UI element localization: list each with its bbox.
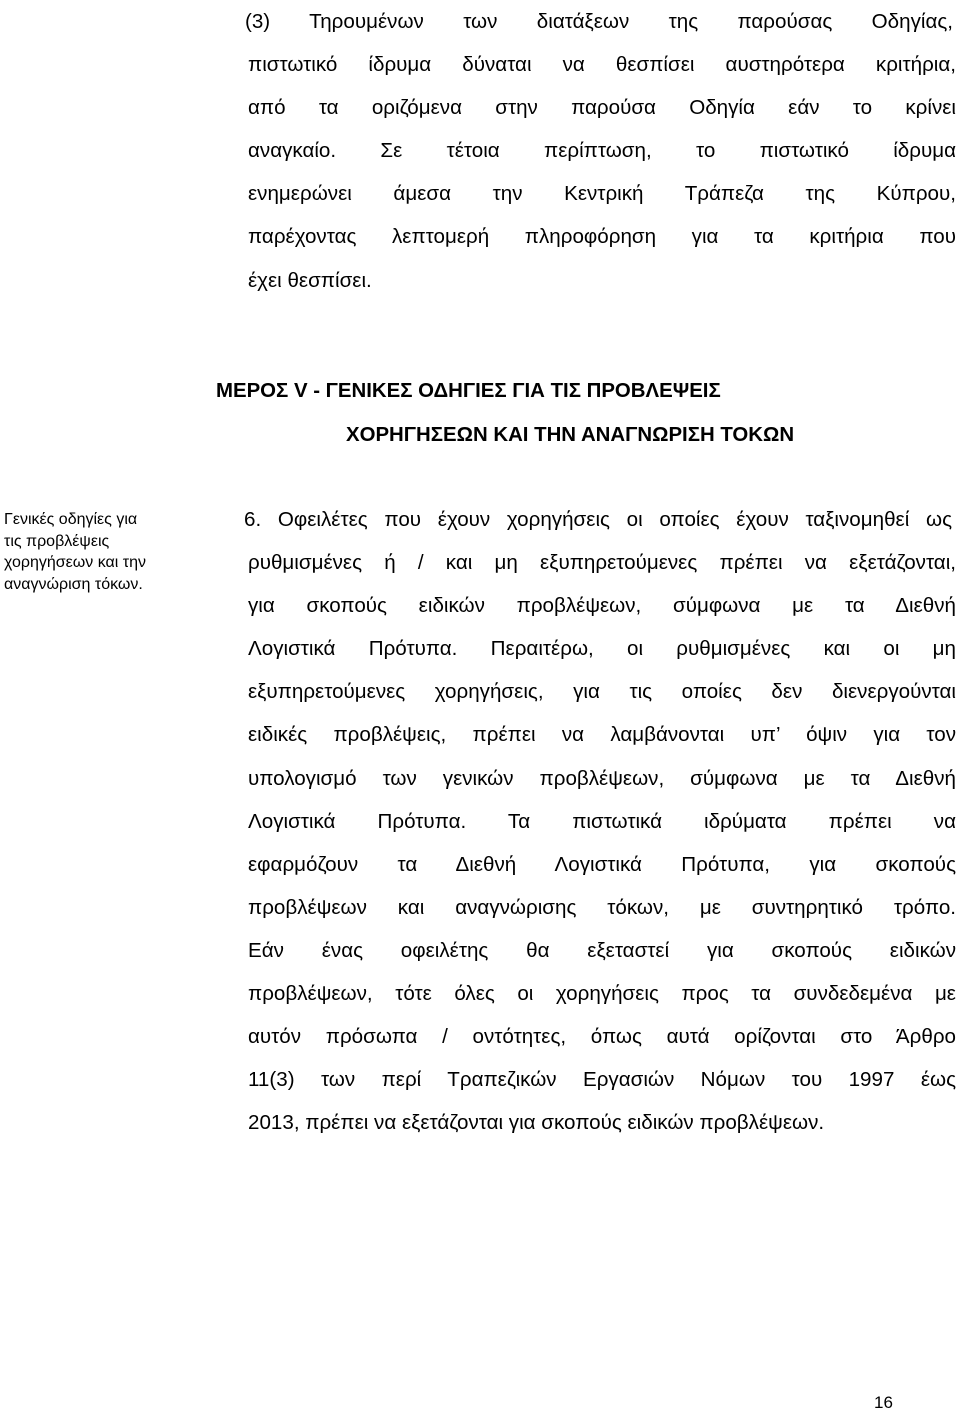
text-line: (3) Τηρουμένων των διατάξεων της παρούσας Οδηγίας, [245,10,953,33]
text-line: υπολογισμό των γενικών προβλέψεων, σύμφωνα με τα Διεθνή [248,766,956,790]
text-line: Λογιστικά Πρότυπα. Τα πιστωτικά ιδρύματα πρέπει να [248,809,956,833]
text-line: πιστωτικό ίδρυμα δύναται να θεσπίσει αυστηρότερα κριτήρια, [248,53,956,77]
text-line: προβλέψεων, τότε όλες οι χορηγήσεις προς τα συνδεδεμένα με [248,982,956,1006]
text-line: 6. Οφειλέτες που έχουν χορηγήσεις οι οποίες έχουν ταξινομηθεί ως [244,508,952,531]
text-line: ειδικές προβλέψεις, πρέπει να λαμβάνονται υπ’ όψιν για τον [248,723,956,747]
margin-note-line: αναγνώριση τόκων. [4,575,143,593]
text-line: αναγκαίο. Σε τέτοια περίπτωση, το πιστωτικό ίδρυμα [248,139,956,163]
text-line: έχει θεσπίσει. [248,268,372,292]
text-line: προβλέψεων και αναγνώρισης τόκων, με συντηρητικό τρόπο. [248,895,956,919]
section-heading-line-1: ΜΕΡΟΣ V - ΓΕΝΙΚΕΣ ΟΔΗΓΙΕΣ ΓΙΑ ΤΙΣ ΠΡΟΒΛΕΨΕΙΣ [216,380,721,402]
page-number: 16 [874,1393,893,1412]
margin-note-line: τις προβλέψεις [4,532,110,550]
text-line: Εάν ένας οφειλέτης θα εξεταστεί για σκοπούς ειδικών [248,938,956,962]
margin-note-line: Γενικές οδηγίες για [4,511,138,528]
text-line: για σκοπούς ειδικών προβλέψεων, σύμφωνα με τα Διεθνή [248,594,956,618]
text-line: παρέχοντας λεπτομερή πληροφόρηση για τα κριτήρια που [248,225,956,249]
margin-note-line: χορηγήσεων και την [4,554,146,572]
text-line: εφαρμόζουν τα Διεθνή Λογιστικά Πρότυπα, για σκοπούς [248,852,956,876]
text-line: ρυθμισμένες ή / και μη εξυπηρετούμενες πρέπει να εξετάζονται, [248,551,956,575]
intro-paragraph [245,0,956,302]
text-line: 11(3) των περί Τραπεζικών Εργασιών Νόμων του 1997 έως [248,1068,956,1092]
text-line: εξυπηρετούμενες χορηγήσεις, για τις οποίες δεν διενεργούνται [248,680,956,704]
margin-note [4,509,194,595]
text-line: Λογιστικά Πρότυπα. Περαιτέρω, οι ρυθμισμένες και οι μη [248,637,956,661]
text-line: αυτόν πρόσωπα / οντότητες, όπως αυτά ορίζονται στο Άρθρο [248,1025,956,1049]
text-line: 2013, πρέπει να εξετάζονται για σκοπούς ειδικών προβλέψεων. [248,1111,825,1135]
paragraph-6 [244,498,956,1144]
text-line: ενημερώνει άμεσα την Κεντρική Τράπεζα της Κύπρου, [248,182,956,206]
section-heading-line-2: ΧΟΡΗΓΗΣΕΩΝ ΚΑΙ ΤΗΝ ΑΝΑΓΝΩΡΙΣΗ ΤΟΚΩΝ [346,424,795,446]
text-line: από τα οριζόμενα στην παρούσα Οδηγία εάν το κρίνει [248,96,956,120]
